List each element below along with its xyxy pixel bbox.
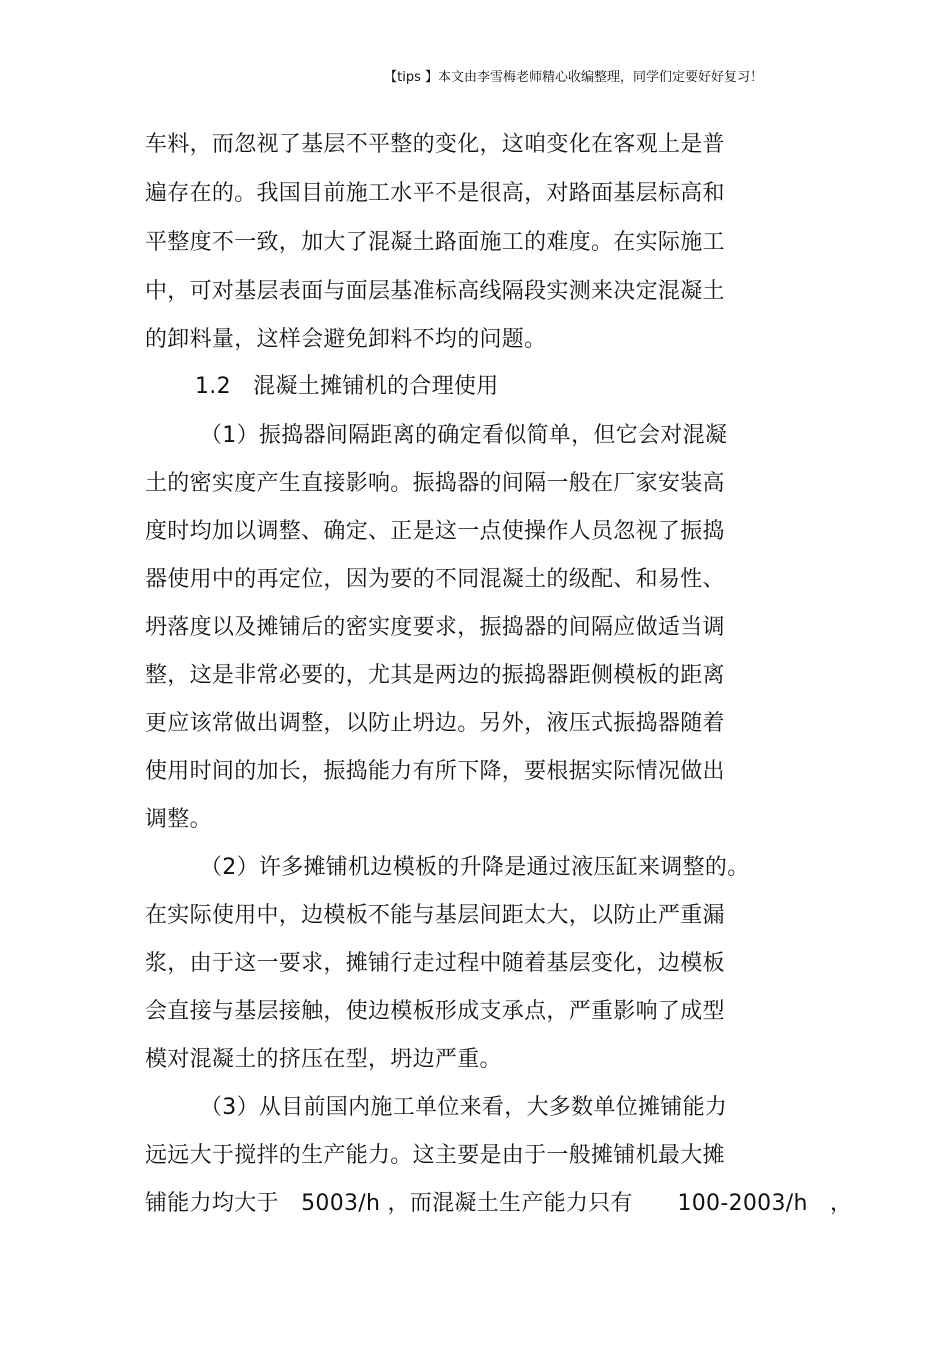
paragraph-line: 使用时间的加长，振捣能力有所下降，要根据实际情况做出	[145, 759, 725, 784]
paragraph-line: 模对混凝土的挤压在型，坍边严重。	[145, 1047, 502, 1072]
paragraph-line: 平整度不一致，加大了混凝土路面施工的难度。在实际施工	[145, 230, 725, 255]
paragraph-line: 铺能力均大于 5003/h ，而混凝土生产能力只有 100-2003/h ，	[145, 1191, 853, 1216]
section-heading: 1.2 混凝土摊铺机的合理使用	[195, 374, 499, 399]
paragraph-line: 中，可对基层表面与面层基准标高线隔段实测来决定混凝土	[145, 279, 725, 304]
paragraph-line: 远远大于搅拌的生产能力。这主要是由于一般摊铺机最大摊	[145, 1143, 725, 1168]
paragraph-line: 度时均加以调整、确定、正是这一点使操作人员忽视了振捣	[145, 519, 725, 544]
paragraph-line: （2）许多摊铺机边模板的升降是通过液压缸来调整的。	[200, 855, 750, 880]
paragraph-line: 整，这是非常必要的，尤其是两边的振捣器距侧模板的距离	[145, 663, 725, 688]
header-tip: 【tips 】本文由李雪梅老师精心收编整理，同学们定要好好复习！	[384, 70, 763, 85]
paragraph-line: （3）从目前国内施工单位来看，大多数单位摊铺能力	[200, 1095, 728, 1120]
paragraph-line: 的卸料量，这样会避免卸料不均的问题。	[145, 327, 547, 352]
paragraph-line: 器使用中的再定位，因为要的不同混凝土的级配、和易性、	[145, 567, 725, 592]
paragraph-line: 在实际使用中，边模板不能与基层间距太大，以防止严重漏	[145, 903, 725, 928]
paragraph-line: 浆，由于这一要求，摊铺行走过程中随着基层变化，边模板	[145, 951, 725, 976]
paragraph-line: 会直接与基层接触，使边模板形成支承点，严重影响了成型	[145, 999, 725, 1024]
paragraph-line: 车料，而忽视了基层不平整的变化，这咱变化在客观上是普	[145, 132, 725, 157]
paragraph-line: 土的密实度产生直接影响。振捣器的间隔一般在厂家安装高	[145, 471, 725, 496]
paragraph-line: 调整。	[145, 807, 212, 832]
paragraph-line: 更应该常做出调整，以防止坍边。另外，液压式振捣器随着	[145, 711, 725, 736]
paragraph-line: 遍存在的。我国目前施工水平不是很高，对路面基层标高和	[145, 181, 725, 206]
paragraph-line: （1）振捣器间隔距离的确定看似简单，但它会对混凝	[200, 423, 728, 448]
paragraph-line: 坍落度以及摊铺后的密实度要求，振捣器的间隔应做适当调	[145, 615, 725, 640]
